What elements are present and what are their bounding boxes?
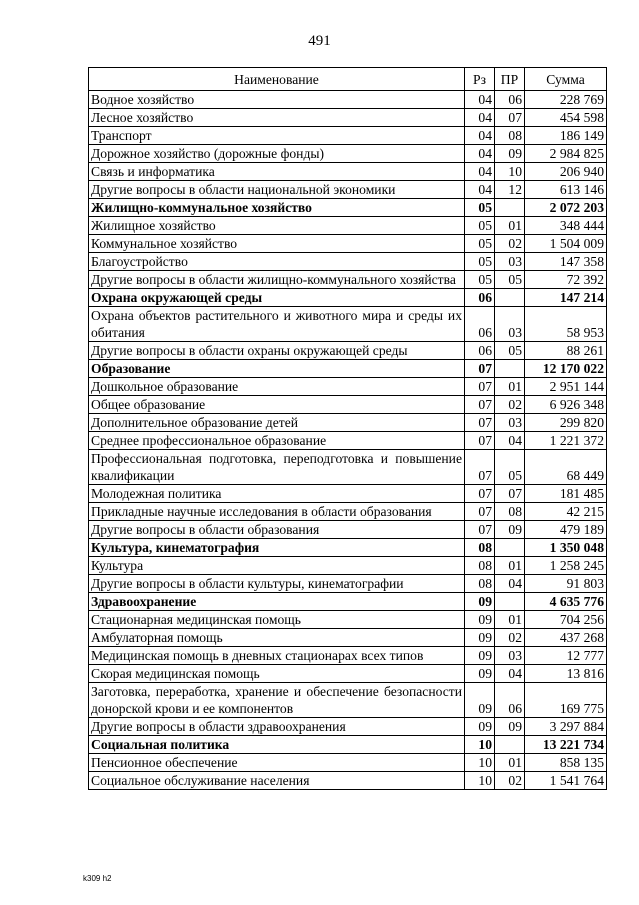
rz-cell: 05: [465, 235, 495, 253]
rz-cell: 09: [465, 718, 495, 736]
sum-cell: 1 221 372: [525, 432, 607, 450]
table-row: [89, 91, 607, 109]
name-cell: Общее образование: [89, 396, 465, 414]
table-row: [89, 593, 607, 611]
table-row: [89, 485, 607, 503]
sum-cell: 704 256: [525, 611, 607, 629]
name-cell: Дошкольное образование: [89, 378, 465, 396]
header-rz: Рз: [465, 68, 495, 91]
pr-cell: 03: [495, 414, 525, 432]
rz-cell: 04: [465, 145, 495, 163]
rz-cell: 07: [465, 360, 495, 378]
rz-cell: 05: [465, 199, 495, 217]
rz-cell: 08: [465, 557, 495, 575]
sum-cell: 1 504 009: [525, 235, 607, 253]
sum-cell: 147 358: [525, 253, 607, 271]
pr-cell: 01: [495, 557, 525, 575]
pr-cell: 02: [495, 396, 525, 414]
rz-cell: 07: [465, 396, 495, 414]
rz-cell: 06: [465, 342, 495, 360]
table-row: [89, 342, 607, 360]
name-cell: Охрана объектов растительного и животного мира и среды их обитания: [89, 307, 465, 342]
name-cell: Жилищное хозяйство: [89, 217, 465, 235]
name-cell: Охрана окружающей среды: [89, 289, 465, 307]
name-cell: Связь и информатика: [89, 163, 465, 181]
pr-cell: 03: [495, 253, 525, 271]
table-row: [89, 521, 607, 539]
sum-cell: 68 449: [525, 450, 607, 485]
sum-cell: 91 803: [525, 575, 607, 593]
table-row: [89, 647, 607, 665]
sum-cell: 4 635 776: [525, 593, 607, 611]
pr-cell: 08: [495, 127, 525, 145]
name-cell: Дополнительное образование детей: [89, 414, 465, 432]
table-row: [89, 432, 607, 450]
table-row: [89, 450, 607, 485]
table-row: [89, 163, 607, 181]
table-row: [89, 289, 607, 307]
name-cell: Образование: [89, 360, 465, 378]
page-number: 491: [308, 33, 331, 49]
pr-cell: [495, 289, 525, 307]
pr-cell: 08: [495, 503, 525, 521]
table-row: [89, 718, 607, 736]
rz-cell: 07: [465, 414, 495, 432]
sum-cell: 6 926 348: [525, 396, 607, 414]
sum-cell: 42 215: [525, 503, 607, 521]
name-cell: Другие вопросы в области национальной экономики: [89, 181, 465, 199]
sum-cell: 454 598: [525, 109, 607, 127]
pr-cell: 03: [495, 647, 525, 665]
pr-cell: 04: [495, 432, 525, 450]
rz-cell: 04: [465, 163, 495, 181]
name-cell: Другие вопросы в области жилищно-коммунального хозяйства: [89, 271, 465, 289]
name-cell: Другие вопросы в области образования: [89, 521, 465, 539]
pr-cell: 09: [495, 718, 525, 736]
header-sum: Сумма: [525, 68, 607, 91]
sum-cell: 479 189: [525, 521, 607, 539]
table-row: [89, 307, 607, 342]
sum-cell: 12 777: [525, 647, 607, 665]
name-cell: Водное хозяйство: [89, 91, 465, 109]
rz-cell: 08: [465, 575, 495, 593]
rz-cell: 10: [465, 736, 495, 754]
pr-cell: 02: [495, 629, 525, 647]
table-row: [89, 772, 607, 790]
rz-cell: 09: [465, 611, 495, 629]
pr-cell: 06: [495, 683, 525, 718]
pr-cell: [495, 199, 525, 217]
name-cell: Культура: [89, 557, 465, 575]
rz-cell: 10: [465, 754, 495, 772]
rz-cell: 09: [465, 665, 495, 683]
pr-cell: 01: [495, 611, 525, 629]
sum-cell: 13 816: [525, 665, 607, 683]
name-cell: Другие вопросы в области охраны окружающей среды: [89, 342, 465, 360]
sum-cell: 2 072 203: [525, 199, 607, 217]
name-cell: Культура, кинематография: [89, 539, 465, 557]
rz-cell: 04: [465, 127, 495, 145]
sum-cell: 2 951 144: [525, 378, 607, 396]
pr-cell: 05: [495, 271, 525, 289]
name-cell: Жилищно-коммунальное хозяйство: [89, 199, 465, 217]
rz-cell: 07: [465, 432, 495, 450]
table-row: [89, 754, 607, 772]
sum-cell: 13 221 734: [525, 736, 607, 754]
table-row: [89, 199, 607, 217]
name-cell: Амбулаторная помощь: [89, 629, 465, 647]
name-cell: Прикладные научные исследования в области образования: [89, 503, 465, 521]
pr-cell: 04: [495, 575, 525, 593]
sum-cell: 3 297 884: [525, 718, 607, 736]
rz-cell: 09: [465, 629, 495, 647]
pr-cell: 05: [495, 450, 525, 485]
sum-cell: 12 170 022: [525, 360, 607, 378]
name-cell: Лесное хозяйство: [89, 109, 465, 127]
table-row: [89, 736, 607, 754]
pr-cell: 03: [495, 307, 525, 342]
pr-cell: 06: [495, 91, 525, 109]
table-row: [89, 503, 607, 521]
header-name: Наименование: [89, 68, 465, 91]
footer-code: k309 h2: [83, 874, 112, 883]
table-header-row: [89, 68, 607, 91]
pr-cell: 02: [495, 772, 525, 790]
table-row: [89, 539, 607, 557]
table-row: [89, 127, 607, 145]
table-row: [89, 665, 607, 683]
rz-cell: 04: [465, 109, 495, 127]
rz-cell: 10: [465, 772, 495, 790]
pr-cell: 09: [495, 145, 525, 163]
sum-cell: 348 444: [525, 217, 607, 235]
pr-cell: [495, 360, 525, 378]
name-cell: Стационарная медицинская помощь: [89, 611, 465, 629]
pr-cell: 07: [495, 109, 525, 127]
name-cell: Другие вопросы в области культуры, кинематографии: [89, 575, 465, 593]
rz-cell: 05: [465, 253, 495, 271]
name-cell: Скорая медицинская помощь: [89, 665, 465, 683]
table-row: [89, 414, 607, 432]
rz-cell: 09: [465, 593, 495, 611]
pr-cell: 04: [495, 665, 525, 683]
pr-cell: [495, 736, 525, 754]
table-row: [89, 109, 607, 127]
name-cell: Социальная политика: [89, 736, 465, 754]
pr-cell: 09: [495, 521, 525, 539]
sum-cell: 88 261: [525, 342, 607, 360]
pr-cell: 01: [495, 217, 525, 235]
rz-cell: 05: [465, 217, 495, 235]
sum-cell: 181 485: [525, 485, 607, 503]
table-row: [89, 629, 607, 647]
rz-cell: 05: [465, 271, 495, 289]
table-row: [89, 683, 607, 718]
sum-cell: 186 149: [525, 127, 607, 145]
sum-cell: 437 268: [525, 629, 607, 647]
table-row: [89, 378, 607, 396]
sum-cell: 299 820: [525, 414, 607, 432]
name-cell: Дорожное хозяйство (дорожные фонды): [89, 145, 465, 163]
sum-cell: 72 392: [525, 271, 607, 289]
table-row: [89, 360, 607, 378]
pr-cell: 01: [495, 378, 525, 396]
sum-cell: 858 135: [525, 754, 607, 772]
sum-cell: 1 258 245: [525, 557, 607, 575]
rz-cell: 06: [465, 307, 495, 342]
sum-cell: 1 541 764: [525, 772, 607, 790]
sum-cell: 613 146: [525, 181, 607, 199]
name-cell: Пенсионное обеспечение: [89, 754, 465, 772]
header-pr: ПР: [495, 68, 525, 91]
pr-cell: 05: [495, 342, 525, 360]
sum-cell: 228 769: [525, 91, 607, 109]
table-row: [89, 271, 607, 289]
pr-cell: 01: [495, 754, 525, 772]
name-cell: Другие вопросы в области здравоохранения: [89, 718, 465, 736]
table-row: [89, 145, 607, 163]
rz-cell: 07: [465, 521, 495, 539]
sum-cell: 147 214: [525, 289, 607, 307]
name-cell: Профессиональная подготовка, переподготовка и повышение квалификации: [89, 450, 465, 485]
name-cell: Благоустройство: [89, 253, 465, 271]
pr-cell: 07: [495, 485, 525, 503]
name-cell: Заготовка, переработка, хранение и обеспечение безопасности донорской крови и ее компонентов: [89, 683, 465, 718]
table-row: [89, 611, 607, 629]
rz-cell: 07: [465, 485, 495, 503]
rz-cell: 09: [465, 647, 495, 665]
sum-cell: 1 350 048: [525, 539, 607, 557]
table-row: [89, 557, 607, 575]
rz-cell: 07: [465, 378, 495, 396]
budget-table: [88, 67, 607, 790]
table-row: [89, 217, 607, 235]
rz-cell: 06: [465, 289, 495, 307]
table-row: [89, 575, 607, 593]
name-cell: Медицинская помощь в дневных стационарах всех типов: [89, 647, 465, 665]
sum-cell: 2 984 825: [525, 145, 607, 163]
sum-cell: 206 940: [525, 163, 607, 181]
name-cell: Транспорт: [89, 127, 465, 145]
rz-cell: 04: [465, 181, 495, 199]
pr-cell: [495, 593, 525, 611]
name-cell: Социальное обслуживание населения: [89, 772, 465, 790]
rz-cell: 08: [465, 539, 495, 557]
rz-cell: 09: [465, 683, 495, 718]
rz-cell: 07: [465, 503, 495, 521]
rz-cell: 07: [465, 450, 495, 485]
pr-cell: [495, 539, 525, 557]
name-cell: Среднее профессиональное образование: [89, 432, 465, 450]
name-cell: Здравоохранение: [89, 593, 465, 611]
table-row: [89, 235, 607, 253]
pr-cell: 02: [495, 235, 525, 253]
table-row: [89, 396, 607, 414]
table-row: [89, 253, 607, 271]
pr-cell: 10: [495, 163, 525, 181]
table-row: [89, 181, 607, 199]
sum-cell: 58 953: [525, 307, 607, 342]
name-cell: Молодежная политика: [89, 485, 465, 503]
name-cell: Коммунальное хозяйство: [89, 235, 465, 253]
rz-cell: 04: [465, 91, 495, 109]
sum-cell: 169 775: [525, 683, 607, 718]
pr-cell: 12: [495, 181, 525, 199]
